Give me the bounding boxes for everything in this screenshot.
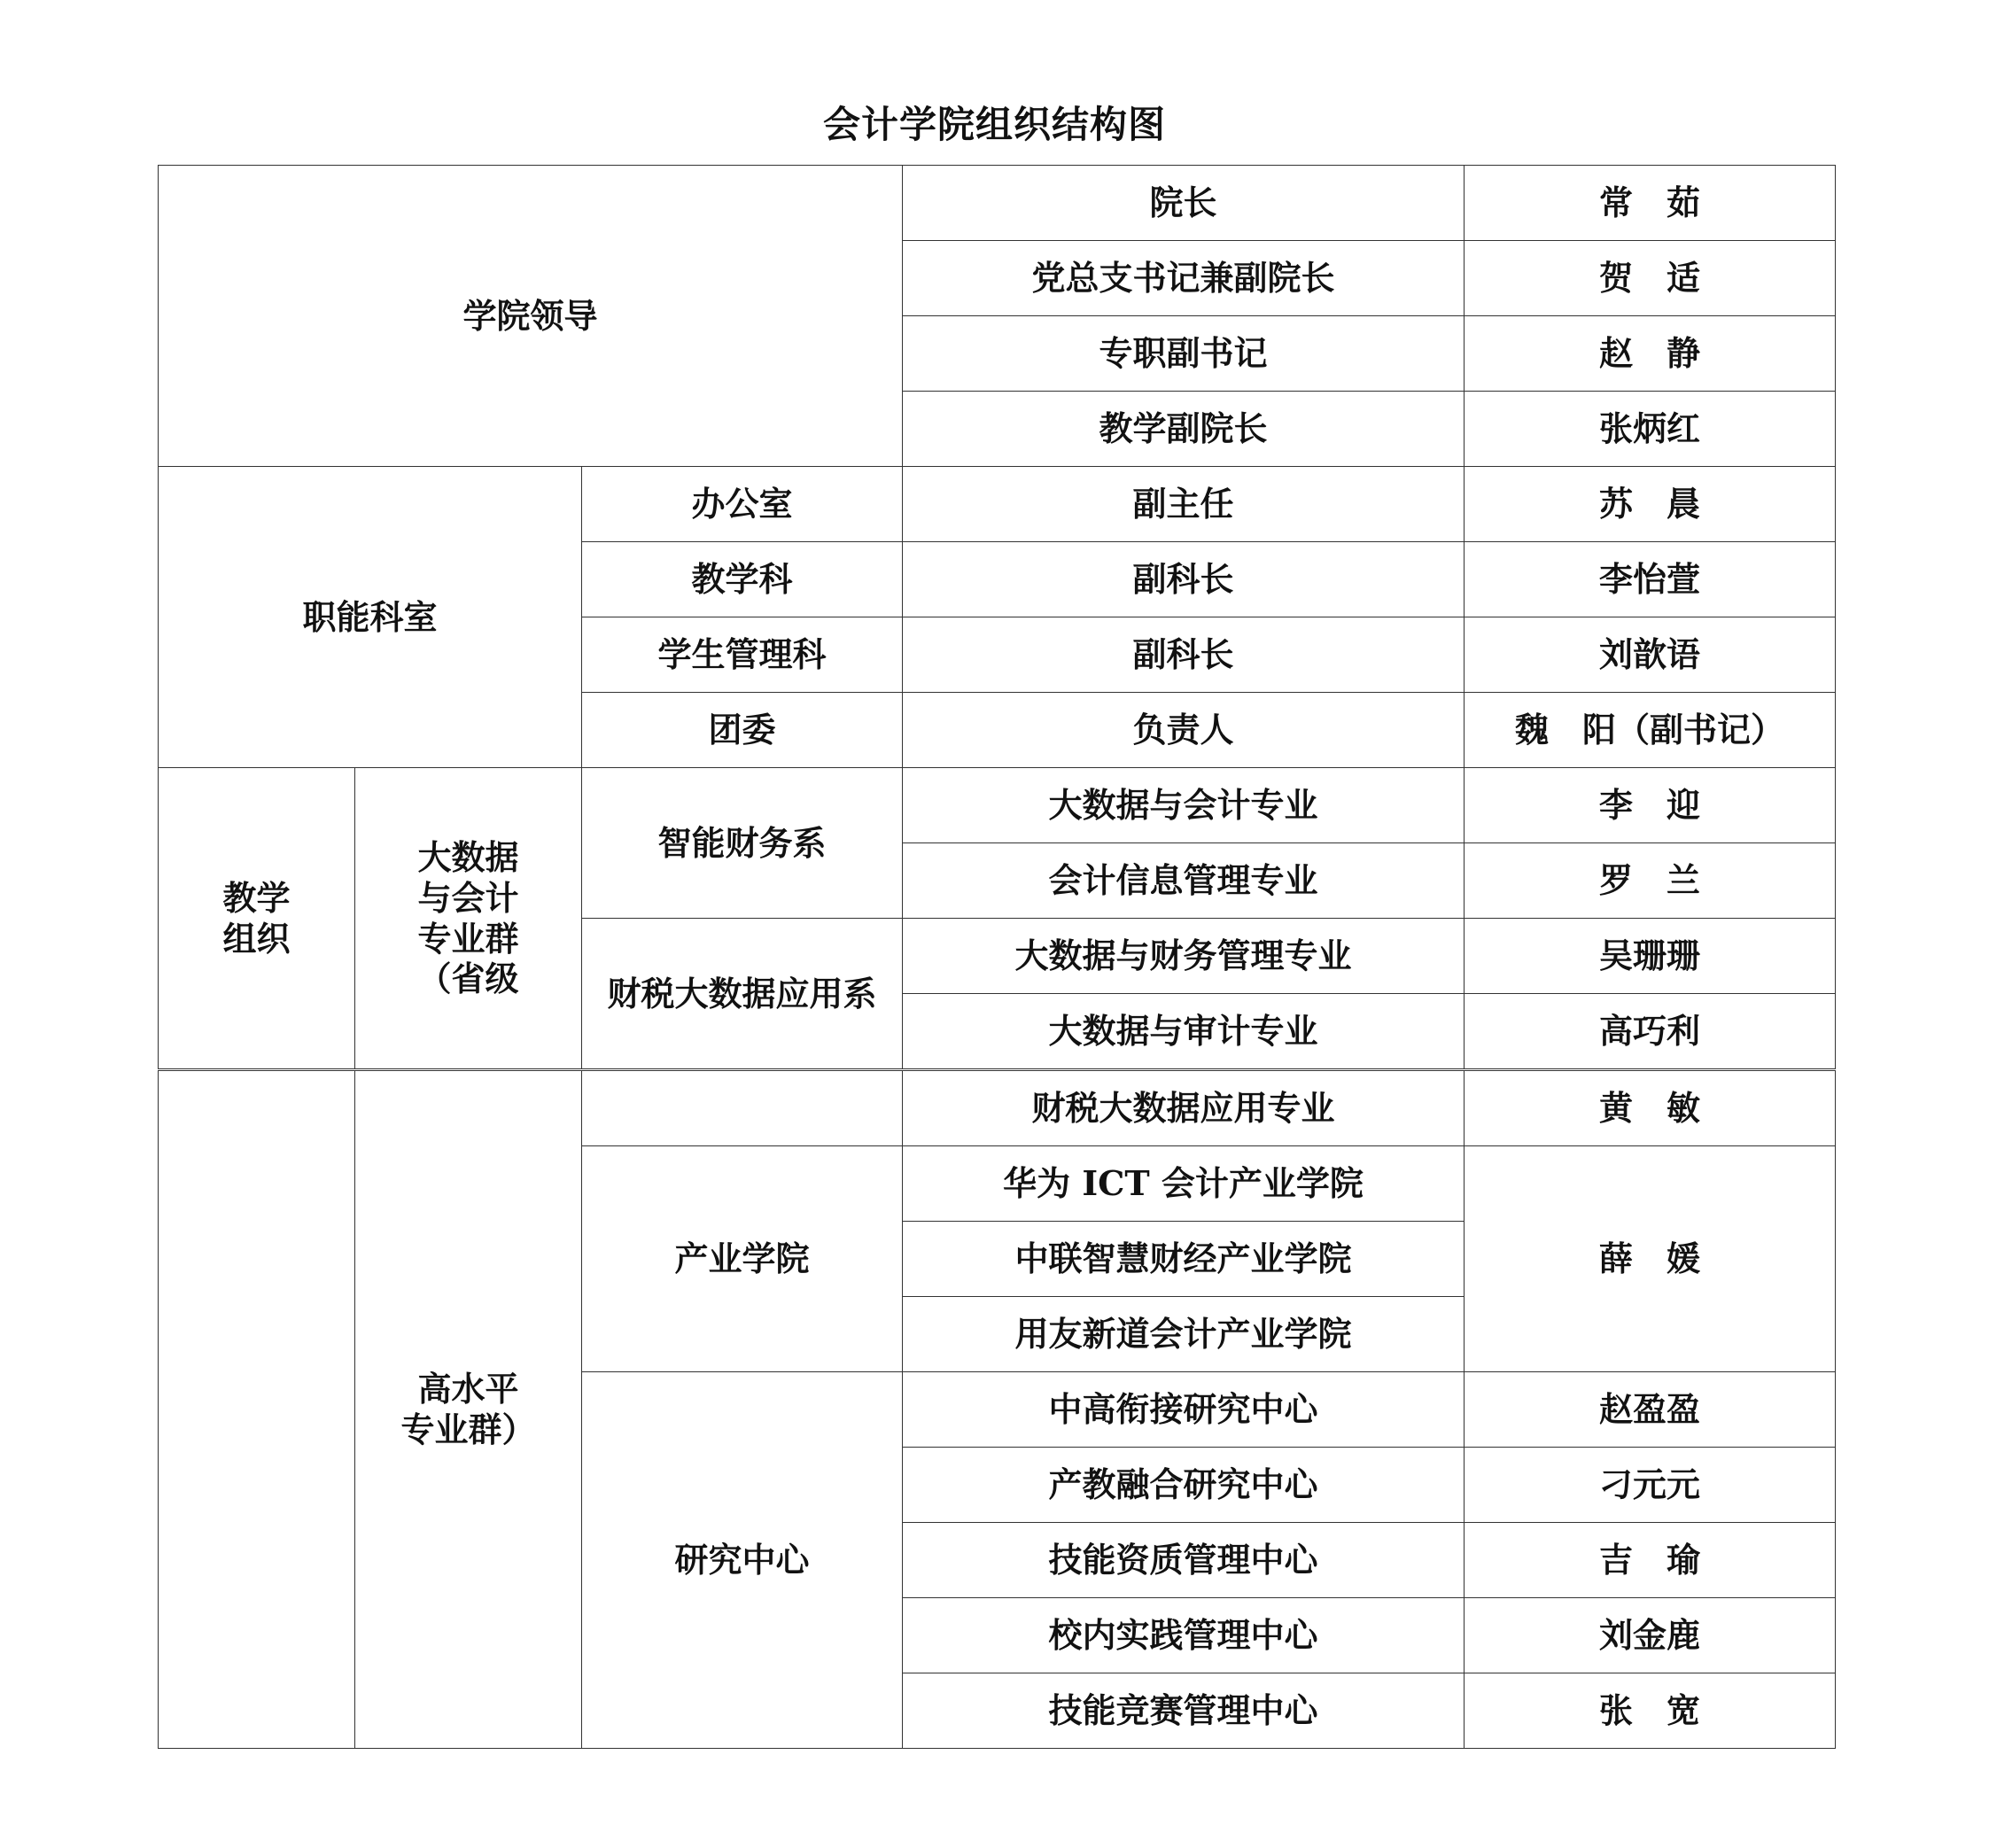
- industry-college-cell: 中联智慧财经产业学院: [903, 1222, 1465, 1297]
- major-cell: 财税大数据应用专业: [903, 1071, 1465, 1146]
- dept-cell: 办公室: [582, 467, 903, 542]
- dept-cell: 学生管理科: [582, 617, 903, 693]
- name-cell: 苏 晨: [1465, 467, 1836, 542]
- dept-cell: 智能财务系: [582, 768, 903, 919]
- name-cell: 赵盈盈: [1465, 1372, 1836, 1448]
- page-title: 会计学院组织结构图: [822, 103, 1166, 146]
- major-group-line: 与会计: [417, 877, 519, 918]
- name-cell: 刁元元: [1465, 1448, 1836, 1523]
- major-cell: 会计信息管理专业: [903, 843, 1465, 919]
- table-row: [159, 467, 1836, 542]
- name-cell: 张炳红: [1465, 392, 1836, 467]
- research-center-cell: 技能资质管理中心: [903, 1523, 1465, 1598]
- industry-college-cell: 华为 ICT 会计产业学院: [903, 1146, 1465, 1222]
- name-cell: 常 茹: [1465, 166, 1836, 241]
- dept-cell: 财税大数据应用系: [582, 919, 903, 1069]
- name-cell: 魏 阳（副书记）: [1465, 693, 1836, 768]
- position-cell: 副科长: [903, 542, 1465, 617]
- teaching-label: [159, 768, 355, 1069]
- table-row: [159, 1071, 1836, 1146]
- major-group-line: 高水平: [417, 1369, 519, 1409]
- position-cell: 院长: [903, 166, 1465, 241]
- name-cell: 张 宽: [1465, 1673, 1836, 1749]
- position-cell: 副科长: [903, 617, 1465, 693]
- org-table-part1: [158, 165, 1836, 1069]
- name-cell: 刘金鹿: [1465, 1598, 1836, 1673]
- name-cell: 罗 兰: [1465, 843, 1836, 919]
- major-cell: 大数据与财务管理专业: [903, 919, 1465, 994]
- major-group-line: 专业群: [417, 918, 519, 959]
- name-cell: 高巧利: [1465, 994, 1836, 1069]
- leadership-label: 学院领导: [159, 166, 903, 467]
- position-cell: 党总支书记兼副院长: [903, 241, 1465, 316]
- functional-label: 职能科室: [159, 467, 582, 768]
- dept-cell: 教学科: [582, 542, 903, 617]
- industry-college-label: 产业学院: [582, 1146, 903, 1372]
- name-cell: 贺 适: [1465, 241, 1836, 316]
- research-center-cell: 技能竞赛管理中心: [903, 1673, 1465, 1749]
- major-cell: 大数据与审计专业: [903, 994, 1465, 1069]
- research-center-cell: 校内实践管理中心: [903, 1598, 1465, 1673]
- major-group-line: 专业群）: [400, 1409, 536, 1449]
- name-cell: 薛 媛: [1465, 1146, 1836, 1372]
- industry-college-cell: 用友新道会计产业学院: [903, 1297, 1465, 1372]
- major-group-label-continued: [355, 1071, 582, 1749]
- org-table-part2: [158, 1070, 1836, 1749]
- name-cell: 李 迎: [1465, 768, 1836, 843]
- position-cell: 副主任: [903, 467, 1465, 542]
- name-cell: 李怡萱: [1465, 542, 1836, 617]
- name-cell: 黄 敏: [1465, 1071, 1836, 1146]
- teaching-label-continued: [159, 1071, 355, 1749]
- table-row: [159, 166, 1836, 241]
- name-cell: 吴珊珊: [1465, 919, 1836, 994]
- major-cell: 大数据与会计专业: [903, 768, 1465, 843]
- major-group-line: 大数据: [417, 837, 519, 878]
- teaching-label-line: 教学: [222, 877, 291, 918]
- dept-cell-continued: [582, 1071, 903, 1146]
- research-center-cell: 中高衔接研究中心: [903, 1372, 1465, 1448]
- position-cell: 负责人: [903, 693, 1465, 768]
- major-group-line: （省级: [417, 959, 519, 999]
- dept-cell: 团委: [582, 693, 903, 768]
- table-row: [159, 768, 1836, 843]
- major-group-label: [355, 768, 582, 1069]
- position-cell: 教学副院长: [903, 392, 1465, 467]
- name-cell: 刘歆语: [1465, 617, 1836, 693]
- name-cell: 赵 静: [1465, 316, 1836, 392]
- research-center-label: 研究中心: [582, 1372, 903, 1749]
- research-center-cell: 产教融合研究中心: [903, 1448, 1465, 1523]
- name-cell: 吉 瑜: [1465, 1523, 1836, 1598]
- position-cell: 专职副书记: [903, 316, 1465, 392]
- teaching-label-line: 组织: [222, 918, 291, 959]
